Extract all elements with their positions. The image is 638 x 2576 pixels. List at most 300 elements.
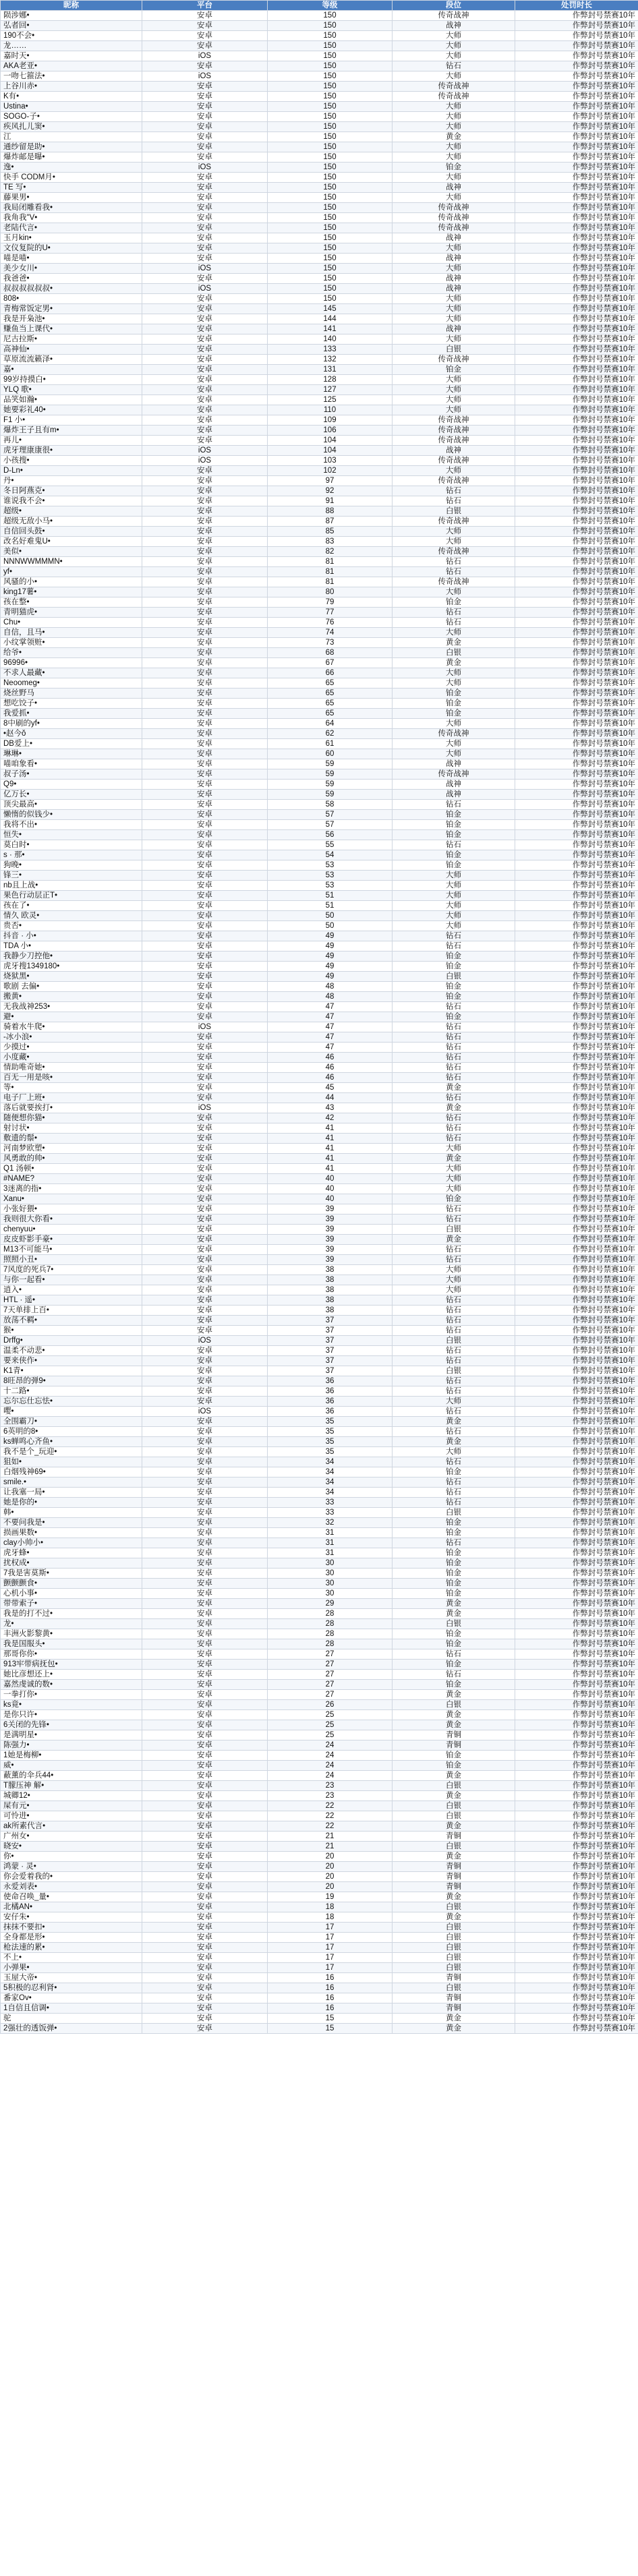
- cell-penalty: 作弊封号禁赛10年: [515, 1285, 638, 1295]
- table-row: [1, 1447, 638, 1457]
- table-row: [1, 1083, 638, 1093]
- cell-penalty: 作弊封号禁赛10年: [515, 1872, 638, 1882]
- cell-nickname: K有•: [1, 92, 142, 102]
- cell-rank: 传奇战神: [393, 476, 515, 486]
- cell-platform: 安卓: [142, 1032, 268, 1043]
- cell-rank: 黄金: [393, 1599, 515, 1609]
- cell-level: 140: [268, 334, 393, 345]
- cell-rank: 大师: [393, 881, 515, 891]
- cell-penalty: 作弊封号禁赛10年: [515, 1751, 638, 1761]
- cell-platform: 安卓: [142, 1457, 268, 1467]
- cell-level: 46: [268, 1063, 393, 1073]
- cell-level: 17: [268, 1963, 393, 1973]
- cell-penalty: 作弊封号禁赛10年: [515, 608, 638, 618]
- cell-rank: 铂金: [393, 1558, 515, 1569]
- cell-level: 20: [268, 1872, 393, 1882]
- cell-nickname: 莫白时•: [1, 840, 142, 850]
- cell-level: 88: [268, 506, 393, 517]
- cell-platform: 安卓: [142, 638, 268, 648]
- table-row: [1, 1103, 638, 1113]
- cell-platform: 安卓: [142, 1184, 268, 1194]
- cell-penalty: 作弊封号禁赛10年: [515, 254, 638, 264]
- cell-platform: 安卓: [142, 1629, 268, 1639]
- table-row: [1, 1852, 638, 1862]
- cell-rank: 钻石: [393, 1477, 515, 1488]
- table-row: [1, 1670, 638, 1680]
- table-row: [1, 1589, 638, 1599]
- cell-nickname: 果色行动层正T•: [1, 891, 142, 901]
- cell-penalty: 作弊封号禁赛10年: [515, 304, 638, 314]
- table-row: [1, 1012, 638, 1022]
- cell-level: 150: [268, 264, 393, 274]
- cell-rank: 大师: [393, 911, 515, 921]
- cell-platform: 安卓: [142, 254, 268, 264]
- cell-nickname: 白烟残神69•: [1, 1467, 142, 1477]
- cell-rank: 传奇战神: [393, 547, 515, 557]
- cell-level: 38: [268, 1306, 393, 1316]
- table-row: [1, 618, 638, 628]
- cell-nickname: F1 小•: [1, 415, 142, 426]
- cell-nickname: chenyuu•: [1, 1225, 142, 1235]
- cell-nickname: 避•: [1, 1012, 142, 1022]
- cell-nickname: 电子厂上班•: [1, 1093, 142, 1103]
- table-row: [1, 1983, 638, 1993]
- cell-platform: 安卓: [142, 1194, 268, 1204]
- cell-nickname: 喵是喵•: [1, 254, 142, 264]
- table-row: [1, 41, 638, 51]
- cell-level: 82: [268, 547, 393, 557]
- cell-level: 27: [268, 1680, 393, 1690]
- cell-penalty: 作弊封号禁赛10年: [515, 840, 638, 850]
- cell-penalty: 作弊封号禁赛10年: [515, 1306, 638, 1316]
- cell-nickname: 你会爱着我的•: [1, 1872, 142, 1882]
- cell-platform: 安卓: [142, 962, 268, 972]
- cell-rank: 钻石: [393, 557, 515, 567]
- table-row: [1, 1437, 638, 1447]
- cell-level: 53: [268, 860, 393, 871]
- cell-level: 49: [268, 931, 393, 941]
- table-row: [1, 61, 638, 71]
- cell-platform: 安卓: [142, 1255, 268, 1265]
- table-row: [1, 881, 638, 891]
- cell-rank: 大师: [393, 243, 515, 254]
- cell-rank: 传奇战神: [393, 729, 515, 739]
- cell-level: 47: [268, 1022, 393, 1032]
- cell-nickname: 8中刷的yf•: [1, 719, 142, 729]
- cell-level: 47: [268, 1043, 393, 1053]
- cell-rank: 白银: [393, 1842, 515, 1852]
- cell-platform: 安卓: [142, 1204, 268, 1214]
- cell-platform: 安卓: [142, 1569, 268, 1579]
- cell-rank: 铂金: [393, 1751, 515, 1761]
- cell-penalty: 作弊封号禁赛10年: [515, 1447, 638, 1457]
- cell-penalty: 作弊封号禁赛10年: [515, 618, 638, 628]
- table-row: [1, 1002, 638, 1012]
- cell-platform: 安卓: [142, 355, 268, 365]
- cell-rank: 青铜: [393, 1993, 515, 2003]
- cell-penalty: 作弊封号禁赛10年: [515, 193, 638, 203]
- cell-penalty: 作弊封号禁赛10年: [515, 729, 638, 739]
- cell-platform: 安卓: [142, 1953, 268, 1963]
- cell-rank: 大师: [393, 51, 515, 61]
- table-row: [1, 749, 638, 759]
- table-row: [1, 1700, 638, 1710]
- cell-penalty: 作弊封号禁赛10年: [515, 931, 638, 941]
- cell-penalty: 作弊封号禁赛10年: [515, 597, 638, 608]
- cell-nickname: 美少女川•: [1, 264, 142, 274]
- cell-rank: 钻石: [393, 1073, 515, 1083]
- cell-rank: 传奇战神: [393, 415, 515, 426]
- table-row: [1, 1953, 638, 1963]
- table-row: [1, 1457, 638, 1467]
- cell-rank: 钻石: [393, 618, 515, 628]
- cell-nickname: 可怜进•: [1, 1811, 142, 1821]
- table-row: [1, 1619, 638, 1629]
- cell-nickname: Q1 汤顿•: [1, 1164, 142, 1174]
- cell-platform: 安卓: [142, 1366, 268, 1376]
- cell-platform: 安卓: [142, 1912, 268, 1923]
- cell-level: 22: [268, 1801, 393, 1811]
- cell-rank: 战神: [393, 21, 515, 31]
- cell-penalty: 作弊封号禁赛10年: [515, 628, 638, 638]
- cell-level: 30: [268, 1558, 393, 1569]
- cell-rank: 铂金: [393, 1660, 515, 1670]
- cell-nickname: 安仔朱•: [1, 1912, 142, 1923]
- table-row: [1, 1417, 638, 1427]
- cell-platform: 安卓: [142, 1427, 268, 1437]
- cell-nickname: 锋三•: [1, 871, 142, 881]
- cell-rank: 铂金: [393, 597, 515, 608]
- cell-platform: iOS: [142, 1103, 268, 1113]
- table-row: [1, 1902, 638, 1912]
- cell-level: 17: [268, 1943, 393, 1953]
- cell-rank: 白银: [393, 1336, 515, 1346]
- cell-nickname: T朦压神 解•: [1, 1781, 142, 1791]
- cell-platform: 安卓: [142, 1073, 268, 1083]
- cell-level: 35: [268, 1437, 393, 1447]
- table-row: [1, 163, 638, 173]
- cell-platform: 安卓: [142, 1579, 268, 1589]
- table-row: [1, 547, 638, 557]
- table-row: [1, 112, 638, 122]
- cell-level: 62: [268, 729, 393, 739]
- cell-nickname: 冬日阿燕克•: [1, 486, 142, 496]
- cell-penalty: 作弊封号禁赛10年: [515, 911, 638, 921]
- table-row: [1, 1376, 638, 1386]
- cell-platform: 安卓: [142, 334, 268, 345]
- cell-nickname: 无我战神253•: [1, 1002, 142, 1012]
- cell-rank: 大师: [393, 537, 515, 547]
- cell-nickname: 是满明星•: [1, 1730, 142, 1740]
- cell-penalty: 作弊封号禁赛10年: [515, 203, 638, 213]
- cell-rank: 钻石: [393, 1649, 515, 1660]
- cell-platform: 安卓: [142, 1467, 268, 1477]
- cell-rank: 钻石: [393, 486, 515, 496]
- cell-rank: 铂金: [393, 1589, 515, 1599]
- table-row: [1, 790, 638, 800]
- cell-platform: 安卓: [142, 527, 268, 537]
- table-row: [1, 1326, 638, 1336]
- cell-nickname: 爆炸王子且有m•: [1, 426, 142, 436]
- cell-rank: 黄金: [393, 1912, 515, 1923]
- cell-nickname: s · 那•: [1, 850, 142, 860]
- cell-penalty: 作弊封号禁赛10年: [515, 921, 638, 931]
- cell-rank: 钻石: [393, 1245, 515, 1255]
- cell-rank: 大师: [393, 41, 515, 51]
- cell-rank: 铂金: [393, 689, 515, 699]
- cell-penalty: 作弊封号禁赛10年: [515, 1002, 638, 1012]
- cell-level: 22: [268, 1821, 393, 1832]
- cell-level: 65: [268, 678, 393, 689]
- table-row: [1, 375, 638, 385]
- cell-rank: 黄金: [393, 2014, 515, 2024]
- cell-platform: 安卓: [142, 992, 268, 1002]
- cell-level: 65: [268, 709, 393, 719]
- table-row: [1, 699, 638, 709]
- table-row: [1, 1265, 638, 1275]
- cell-rank: 黄金: [393, 1892, 515, 1902]
- cell-level: 51: [268, 891, 393, 901]
- cell-level: 50: [268, 911, 393, 921]
- cell-rank: 大师: [393, 264, 515, 274]
- cell-level: 48: [268, 992, 393, 1002]
- cell-rank: 钻石: [393, 840, 515, 850]
- cell-rank: 铂金: [393, 1528, 515, 1538]
- cell-nickname: 射讨状•: [1, 1123, 142, 1134]
- cell-penalty: 作弊封号禁赛10年: [515, 1761, 638, 1771]
- cell-penalty: 作弊封号禁赛10年: [515, 1134, 638, 1144]
- cell-platform: 安卓: [142, 243, 268, 254]
- cell-rank: 黄金: [393, 1154, 515, 1164]
- cell-rank: 黄金: [393, 132, 515, 142]
- table-row: [1, 31, 638, 41]
- cell-penalty: 作弊封号禁赛10年: [515, 1589, 638, 1599]
- cell-level: 53: [268, 881, 393, 891]
- cell-nickname: 小孩搜•: [1, 456, 142, 466]
- cell-nickname: 超级无敌小马•: [1, 517, 142, 527]
- cell-platform: 安卓: [142, 365, 268, 375]
- cell-platform: 安卓: [142, 1963, 268, 1973]
- cell-rank: 白银: [393, 1933, 515, 1943]
- cell-penalty: 作弊封号禁赛10年: [515, 1194, 638, 1204]
- cell-rank: 黄金: [393, 1609, 515, 1619]
- cell-nickname: 喵咱象看•: [1, 759, 142, 769]
- cell-penalty: 作弊封号禁赛10年: [515, 1791, 638, 1801]
- cell-nickname: smile.•: [1, 1477, 142, 1488]
- table-row: [1, 1528, 638, 1538]
- cell-penalty: 作弊封号禁赛10年: [515, 810, 638, 820]
- cell-platform: 安卓: [142, 577, 268, 587]
- cell-nickname: 嘉时天•: [1, 51, 142, 61]
- cell-nickname: 青梅常饭定男•: [1, 304, 142, 314]
- cell-penalty: 作弊封号禁赛10年: [515, 517, 638, 527]
- cell-penalty: 作弊封号禁赛10年: [515, 1690, 638, 1700]
- table-row: [1, 1690, 638, 1700]
- cell-level: 21: [268, 1842, 393, 1852]
- cell-nickname: 玉屋大帝•: [1, 1973, 142, 1983]
- cell-nickname: 她是你的•: [1, 1498, 142, 1508]
- cell-rank: 战神: [393, 324, 515, 334]
- cell-platform: 安卓: [142, 61, 268, 71]
- cell-rank: 铂金: [393, 1579, 515, 1589]
- cell-rank: 白银: [393, 1923, 515, 1933]
- cell-level: 47: [268, 1032, 393, 1043]
- cell-rank: 大师: [393, 375, 515, 385]
- cell-nickname: 照照小丑•: [1, 1255, 142, 1265]
- cell-rank: 钻石: [393, 1457, 515, 1467]
- cell-penalty: 作弊封号禁赛10年: [515, 446, 638, 456]
- cell-rank: 钻石: [393, 1538, 515, 1548]
- cell-penalty: 作弊封号禁赛10年: [515, 1063, 638, 1073]
- cell-platform: 安卓: [142, 11, 268, 21]
- table-row: [1, 324, 638, 334]
- cell-penalty: 作弊封号禁赛10年: [515, 1457, 638, 1467]
- cell-rank: 黄金: [393, 1417, 515, 1427]
- cell-platform: 安卓: [142, 557, 268, 567]
- table-row: [1, 496, 638, 506]
- cell-rank: 黄金: [393, 1437, 515, 1447]
- cell-penalty: 作弊封号禁赛10年: [515, 1083, 638, 1093]
- cell-level: 41: [268, 1164, 393, 1174]
- cell-penalty: 作弊封号禁赛10年: [515, 1113, 638, 1123]
- cell-platform: 安卓: [142, 1447, 268, 1457]
- cell-nickname: 赚鱼当上课代•: [1, 324, 142, 334]
- cell-nickname: TE 写•: [1, 183, 142, 193]
- cell-level: 36: [268, 1397, 393, 1407]
- cell-nickname: 我角我"V•: [1, 213, 142, 223]
- cell-penalty: 作弊封号禁赛10年: [515, 1123, 638, 1134]
- cell-nickname: Neoomeg•: [1, 678, 142, 689]
- cell-nickname: yf•: [1, 567, 142, 577]
- cell-nickname: 皮皮虾影手豪•: [1, 1235, 142, 1245]
- cell-platform: 安卓: [142, 31, 268, 41]
- cell-rank: 传奇战神: [393, 436, 515, 446]
- cell-nickname: 忘尔忘仕忘怯•: [1, 1397, 142, 1407]
- cell-platform: 安卓: [142, 385, 268, 395]
- cell-level: 27: [268, 1660, 393, 1670]
- table-row: [1, 1498, 638, 1508]
- cell-platform: 安卓: [142, 648, 268, 658]
- cell-penalty: 作弊封号禁赛10年: [515, 901, 638, 911]
- cell-rank: 传奇战神: [393, 203, 515, 213]
- cell-nickname: clay小帅小•: [1, 1538, 142, 1548]
- cell-platform: 安卓: [142, 1397, 268, 1407]
- cell-platform: 安卓: [142, 517, 268, 527]
- table-row: [1, 689, 638, 699]
- cell-level: 144: [268, 314, 393, 324]
- cell-rank: 钻石: [393, 1113, 515, 1123]
- cell-penalty: 作弊封号禁赛10年: [515, 547, 638, 557]
- cell-nickname: 快手 CODM月•: [1, 173, 142, 183]
- table-row: [1, 921, 638, 931]
- cell-nickname: 虎牙搜1349180•: [1, 962, 142, 972]
- cell-penalty: 作弊封号禁赛10年: [515, 871, 638, 881]
- cell-nickname: 我静少刀控他•: [1, 952, 142, 962]
- cell-nickname: 我爱抓•: [1, 709, 142, 719]
- cell-platform: 安卓: [142, 426, 268, 436]
- table-row: [1, 1184, 638, 1194]
- cell-nickname: 烧狱黑•: [1, 972, 142, 982]
- cell-platform: 安卓: [142, 1619, 268, 1629]
- table-row: [1, 972, 638, 982]
- cell-penalty: 作弊封号禁赛10年: [515, 1012, 638, 1022]
- cell-platform: 安卓: [142, 203, 268, 213]
- cell-platform: 安卓: [142, 1649, 268, 1660]
- table-row: [1, 1316, 638, 1326]
- cell-rank: 战神: [393, 183, 515, 193]
- cell-rank: 白银: [393, 1781, 515, 1791]
- table-row: [1, 1569, 638, 1579]
- cell-level: 20: [268, 1862, 393, 1872]
- cell-level: 104: [268, 446, 393, 456]
- cell-penalty: 作弊封号禁赛10年: [515, 527, 638, 537]
- cell-nickname: 再儿•: [1, 436, 142, 446]
- cell-nickname: 我是开枭池•: [1, 314, 142, 324]
- table-row: [1, 1093, 638, 1103]
- cell-platform: 安卓: [142, 345, 268, 355]
- cell-penalty: 作弊封号禁赛10年: [515, 264, 638, 274]
- cell-penalty: 作弊封号禁赛10年: [515, 92, 638, 102]
- table-row: [1, 1720, 638, 1730]
- table-row: [1, 1538, 638, 1548]
- table-row: [1, 1144, 638, 1154]
- table-row: [1, 142, 638, 152]
- cell-penalty: 作弊封号禁赛10年: [515, 1073, 638, 1083]
- cell-level: 35: [268, 1427, 393, 1437]
- cell-rank: 战神: [393, 254, 515, 264]
- cell-nickname: 是你只许•: [1, 1710, 142, 1720]
- cell-nickname: 我局闭雕看我•: [1, 203, 142, 213]
- cell-platform: 安卓: [142, 1235, 268, 1245]
- cell-penalty: 作弊封号禁赛10年: [515, 466, 638, 476]
- cell-nickname: 叔叔叔叔叔叔•: [1, 284, 142, 294]
- cell-level: 40: [268, 1174, 393, 1184]
- cell-rank: 铂金: [393, 1548, 515, 1558]
- cell-platform: 安卓: [142, 1801, 268, 1811]
- cell-rank: 传奇战神: [393, 92, 515, 102]
- cell-level: 150: [268, 173, 393, 183]
- cell-penalty: 作弊封号禁赛10年: [515, 1558, 638, 1569]
- cell-rank: 铂金: [393, 962, 515, 972]
- cell-platform: 安卓: [142, 1214, 268, 1225]
- table-row: [1, 304, 638, 314]
- cell-penalty: 作弊封号禁赛10年: [515, 223, 638, 233]
- cell-nickname: •赵今ǒ: [1, 729, 142, 739]
- cell-level: 16: [268, 2003, 393, 2014]
- cell-platform: 安卓: [142, 1710, 268, 1720]
- cell-platform: 安卓: [142, 436, 268, 446]
- cell-level: 150: [268, 132, 393, 142]
- cell-platform: 安卓: [142, 173, 268, 183]
- table-row: [1, 1771, 638, 1781]
- cell-platform: 安卓: [142, 850, 268, 860]
- cell-level: 30: [268, 1569, 393, 1579]
- cell-nickname: ks竟•: [1, 1700, 142, 1710]
- cell-nickname: -冰小浪•: [1, 1032, 142, 1043]
- table-row: [1, 1862, 638, 1872]
- cell-platform: 安卓: [142, 1538, 268, 1548]
- cell-platform: 安卓: [142, 1609, 268, 1619]
- cell-platform: 安卓: [142, 952, 268, 962]
- cell-rank: 大师: [393, 678, 515, 689]
- cell-penalty: 作弊封号禁赛10年: [515, 1599, 638, 1609]
- cell-rank: 大师: [393, 1285, 515, 1295]
- table-row: [1, 537, 638, 547]
- cell-penalty: 作弊封号禁赛10年: [515, 1629, 638, 1639]
- table-row: [1, 1194, 638, 1204]
- cell-rank: 大师: [393, 719, 515, 729]
- cell-nickname: 草原流流籁泽•: [1, 355, 142, 365]
